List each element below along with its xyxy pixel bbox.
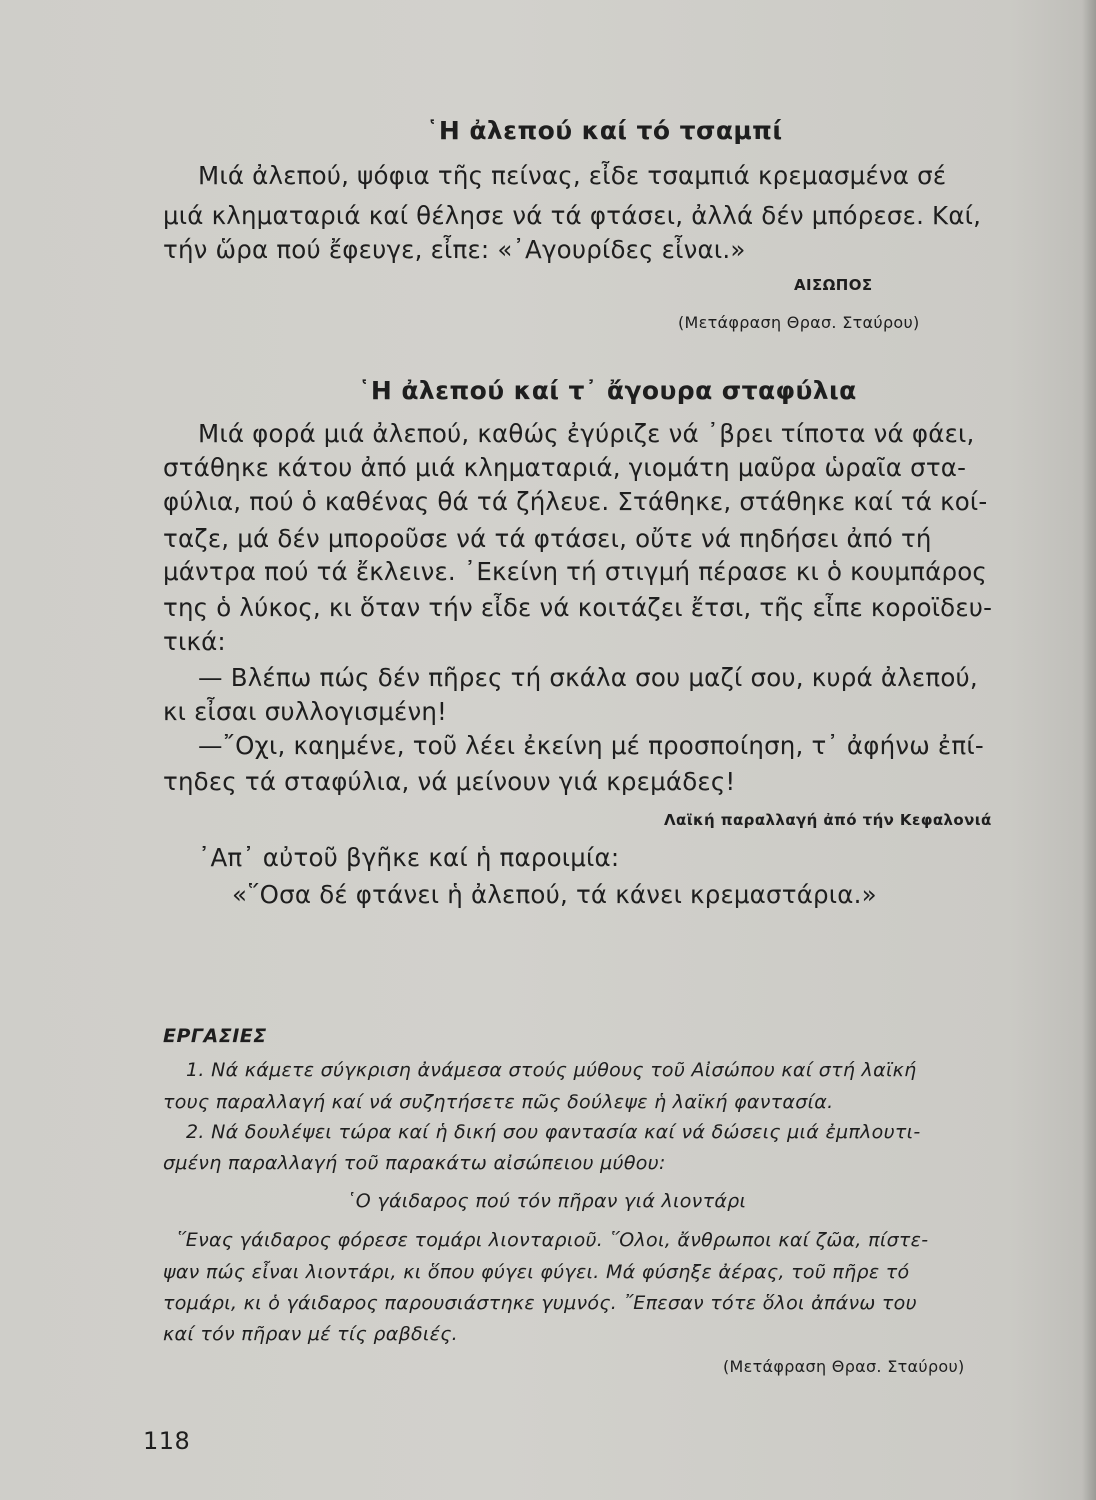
story2-line-6: της ὁ λύκος, κι ὅταν τήν εἶδε νά κοιτάζει ἔτσι, τῆς εἶπε κοροϊδευ- [163,593,993,622]
story2-line-8: — Βλέπω πώς δέν πῆρες τή σκάλα σου μαζί σου, κυρά ἀλεπού, [198,663,978,692]
story1-line-3: τήν ὥρα πού ἔφευγε, εἶπε: «᾿Αγουρίδες εἶναι.» [163,235,746,264]
story1-line-2: μιά κληματαριά καί θέλησε νά τά φτάσει, ἀλλά δέν μπόρεσε. Καί, [163,201,982,230]
story2-line-4: ταζε, μά δέν μποροῦσε νά τά φτάσει, οὔτε νά πηδήσει ἀπό τή [163,524,932,553]
story2-source: Λαϊκή παραλλαγή ἀπό τήν Κεφαλονιά [664,811,992,829]
fable-line-3: τομάρι, κι ὁ γάιδαρος παρουσιάστηκε γυμνός. ῎Επεσαν τότε ὅλοι ἀπάνω του [163,1292,917,1314]
fable-title: ῾Ο γάιδαρος πού τόν πῆραν γιά λιοντάρι [346,1190,747,1212]
story2-line-9: κι εἶσαι συλλογισμένη! [163,697,448,726]
story1-line-1: Μιά ἀλεπού, ψόφια τῆς πείνας, εἶδε τσαμπιά κρεμασμένα σέ [198,161,947,190]
story2-line-5: μάντρα πού τά ἔκλεινε. ᾿Εκείνη τή στιγμή πέρασε κι ὁ κουμπάρος [163,557,987,586]
fable-line-4: καί τόν πῆραν μέ τίς ραβδιές. [163,1323,459,1345]
exercises-translation: (Μετάφραση Θρασ. Σταύρου) [723,1357,965,1376]
story2-line-7: τικά: [163,627,226,656]
exercise-line-2: τους παραλλαγή καί νά συζητήσετε πῶς δούλεψε ἡ λαϊκή φαντασία. [163,1091,834,1113]
page-number: 118 [143,1427,191,1455]
proverb-intro: ᾿Απ᾿ αὐτοῦ βγῆκε καί ἡ παροιμία: [198,843,620,872]
story1-title: ῾Η ἀλεπού καί τό τσαμπί [426,116,783,145]
proverb: «῞Οσα δέ φτάνει ἡ ἀλεπού, τά κάνει κρεμαστάρια.» [232,880,877,909]
fable-line-2: ψαν πώς εἶναι λιοντάρι, κι ὅπου φύγει φύγει. Μά φύσηξε ἀέρας, τοῦ πῆρε τό [163,1261,910,1283]
story2-title: ῾Η ἀλεπού καί τ᾿ ἄγουρα σταφύλια [358,376,857,405]
exercise-line-1: 1. Νά κάμετε σύγκριση ἀνάμεσα στούς μύθους τοῦ Αἰσώπου καί στή λαϊκή [186,1059,917,1081]
exercise-line-4: σμένη παραλλαγή τοῦ παρακάτω αἰσώπειου μύθου: [163,1152,666,1174]
exercises-heading: ΕΡΓΑΣΙΕΣ [163,1025,267,1047]
page-edge-shadow [1082,0,1096,1500]
story1-translation: (Μετάφραση Θρασ. Σταύρου) [678,313,920,332]
story2-line-3: φύλια, πού ὁ καθένας θά τά ζήλευε. Στάθηκε, στάθηκε καί τά κοί- [163,487,988,516]
story2-line-2: στάθηκε κάτου ἀπό μιά κληματαριά, γιομάτη μαῦρα ὡραῖα στα- [163,453,967,482]
story2-line-1: Μιά φορά μιά ἀλεπού, καθώς ἐγύριζε νά ᾿βρει τίποτα νά φάει, [198,419,975,448]
story2-line-11: τηδες τά σταφύλια, νά μείνουν γιά κρεμάδες! [163,767,736,796]
story1-author: ΑΙΣΩΠΟΣ [794,276,873,294]
exercise-line-3: 2. Νά δουλέψει τώρα καί ἡ δική σου φαντασία καί νά δώσεις μιά ἐμπλουτι- [186,1121,921,1143]
fable-line-1: ῞Ενας γάιδαρος φόρεσε τομάρι λιονταριοῦ. ῞Ολοι, ἄνθρωποι καί ζῶα, πίστε- [176,1229,929,1251]
story2-line-10: —῎Οχι, καημένε, τοῦ λέει ἐκείνη μέ προσποίηση, τ᾿ ἀφήνω ἐπί- [198,731,984,760]
